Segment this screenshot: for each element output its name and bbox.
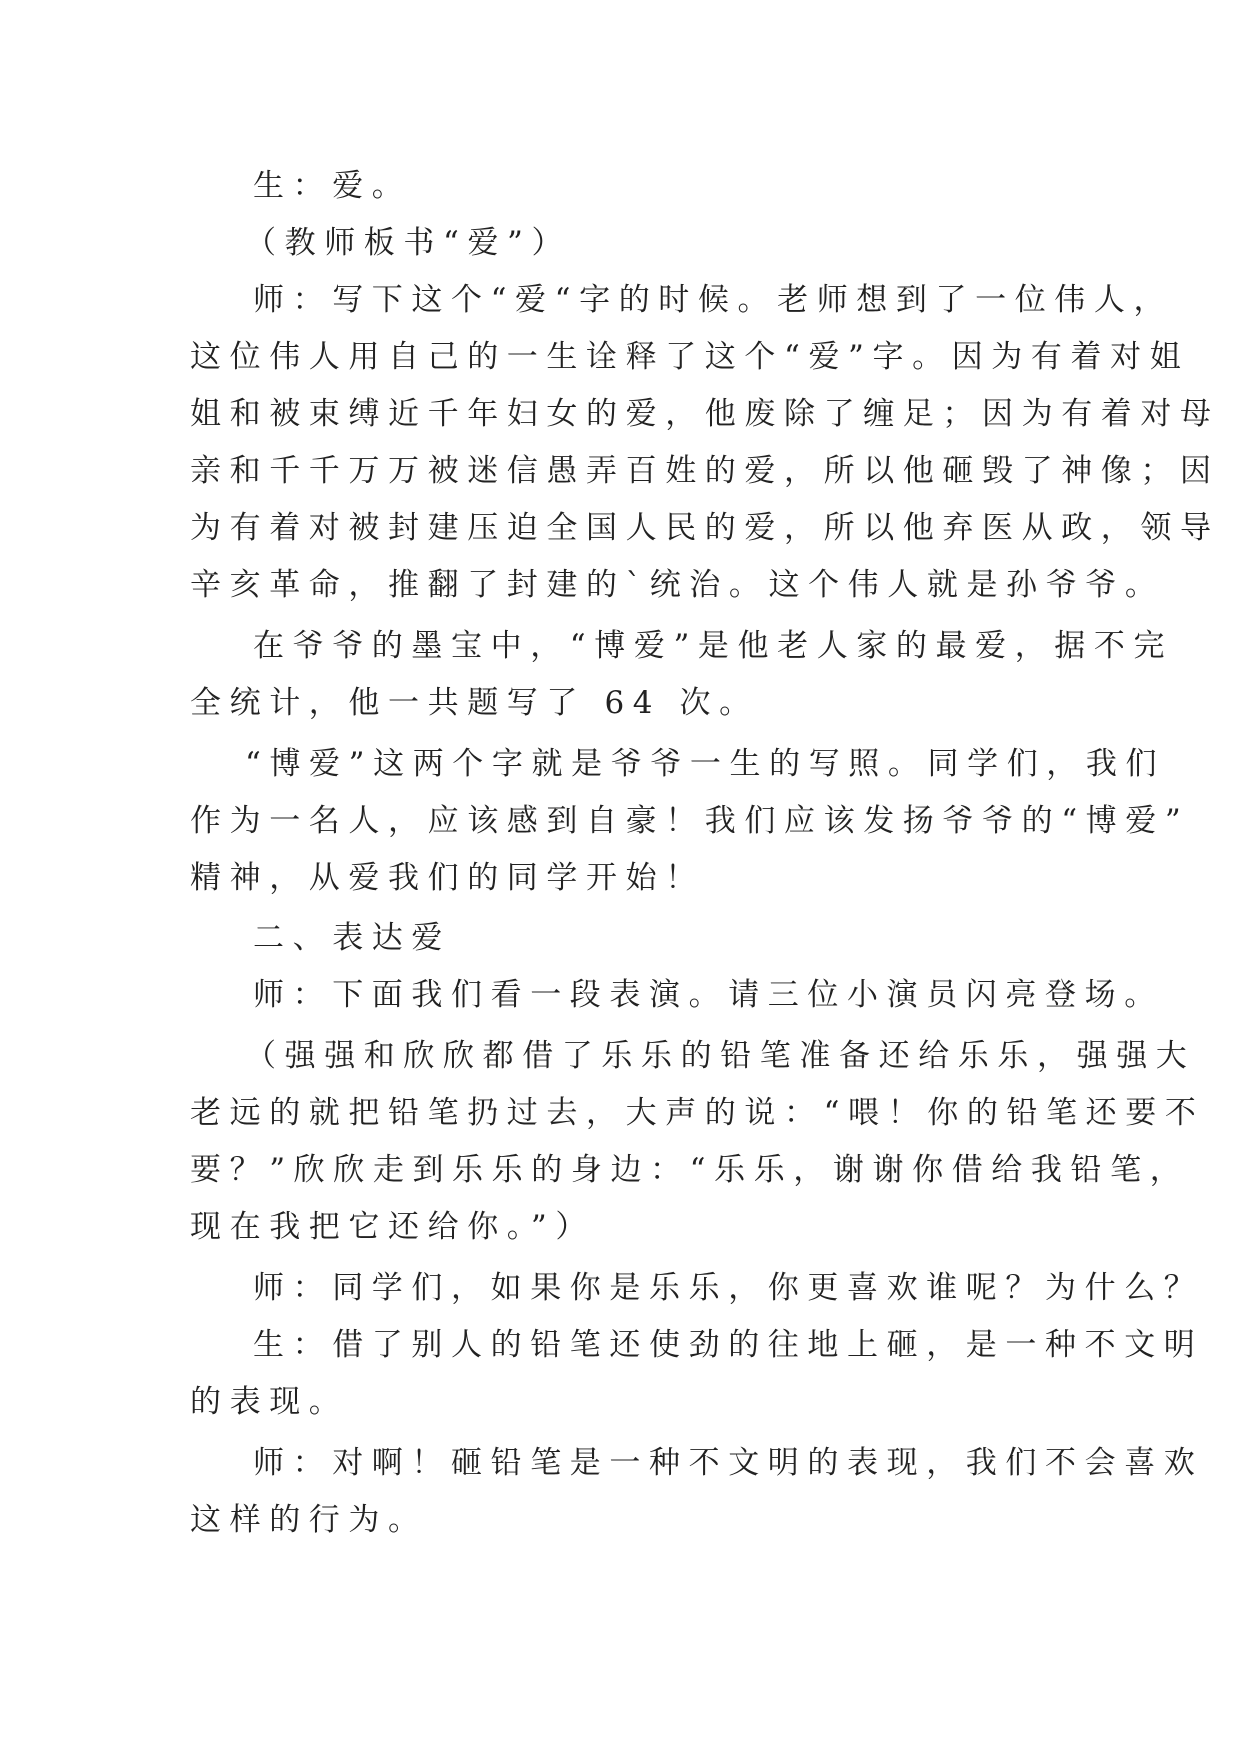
text-line: 精神，从爱我们的同学开始！: [190, 860, 705, 896]
text-line: 老远的就把铅笔扔过去，大声的说：“喂！你的铅笔还要不: [190, 1095, 1205, 1131]
text-line: 这样的行为。: [190, 1502, 428, 1538]
text-line: 亲和千千万万被迷信愚弄百姓的爱，所以他砸毁了神像；因: [190, 453, 1220, 489]
text-line: 师：同学们，如果你是乐乐，你更喜欢谁呢？为什么？: [253, 1270, 1204, 1306]
text-line: 的表现。: [190, 1384, 349, 1420]
text-line: 生：爱。: [253, 168, 412, 204]
text-line: 现在我把它还给你。”）: [190, 1209, 595, 1245]
text-line: “博爱”这两个字就是爷爷一生的写照。同学们，我们: [245, 746, 1166, 782]
text-line: 师：对啊！砸铅笔是一种不文明的表现，我们不会喜欢: [253, 1445, 1204, 1481]
text-line: 辛亥革命，推翻了封建的`统治。这个伟人就是孙爷爷。: [190, 567, 1165, 603]
text-line: （强强和欣欣都借了乐乐的铅笔准备还给乐乐，强强大: [245, 1038, 1196, 1074]
text-line: 师：写下这个“爱“字的时候。老师想到了一位伟人，: [253, 282, 1174, 318]
text-line: 作为一名人，应该感到自豪！我们应该发扬爷爷的“博爱”: [190, 803, 1190, 839]
text-line: （教师板书“爱”）: [245, 225, 572, 261]
text-line: 为有着对被封建压迫全国人民的爱，所以他弃医从政，领导: [190, 510, 1220, 546]
text-line: 在爷爷的墨宝中，“博爱”是他老人家的最爱，据不完: [253, 628, 1174, 664]
text-line: 这位伟人用自己的一生诠释了这个“爱”字。因为有着对姐: [190, 339, 1190, 375]
text-line: 师：下面我们看一段表演。请三位小演员闪亮登场。: [253, 977, 1164, 1013]
text-line: 要？”欣欣走到乐乐的身边：“乐乐，谢谢你借给我铅笔，: [190, 1152, 1190, 1188]
section-heading: 二、表达爱: [253, 920, 451, 956]
text-line: 姐和被束缚近千年妇女的爱，他废除了缠足；因为有着对母: [190, 396, 1220, 432]
text-line: 生：借了别人的铅笔还使劲的往地上砸，是一种不文明: [253, 1327, 1204, 1363]
text-line: 全统计，他一共题写了 64 次。: [190, 685, 759, 721]
